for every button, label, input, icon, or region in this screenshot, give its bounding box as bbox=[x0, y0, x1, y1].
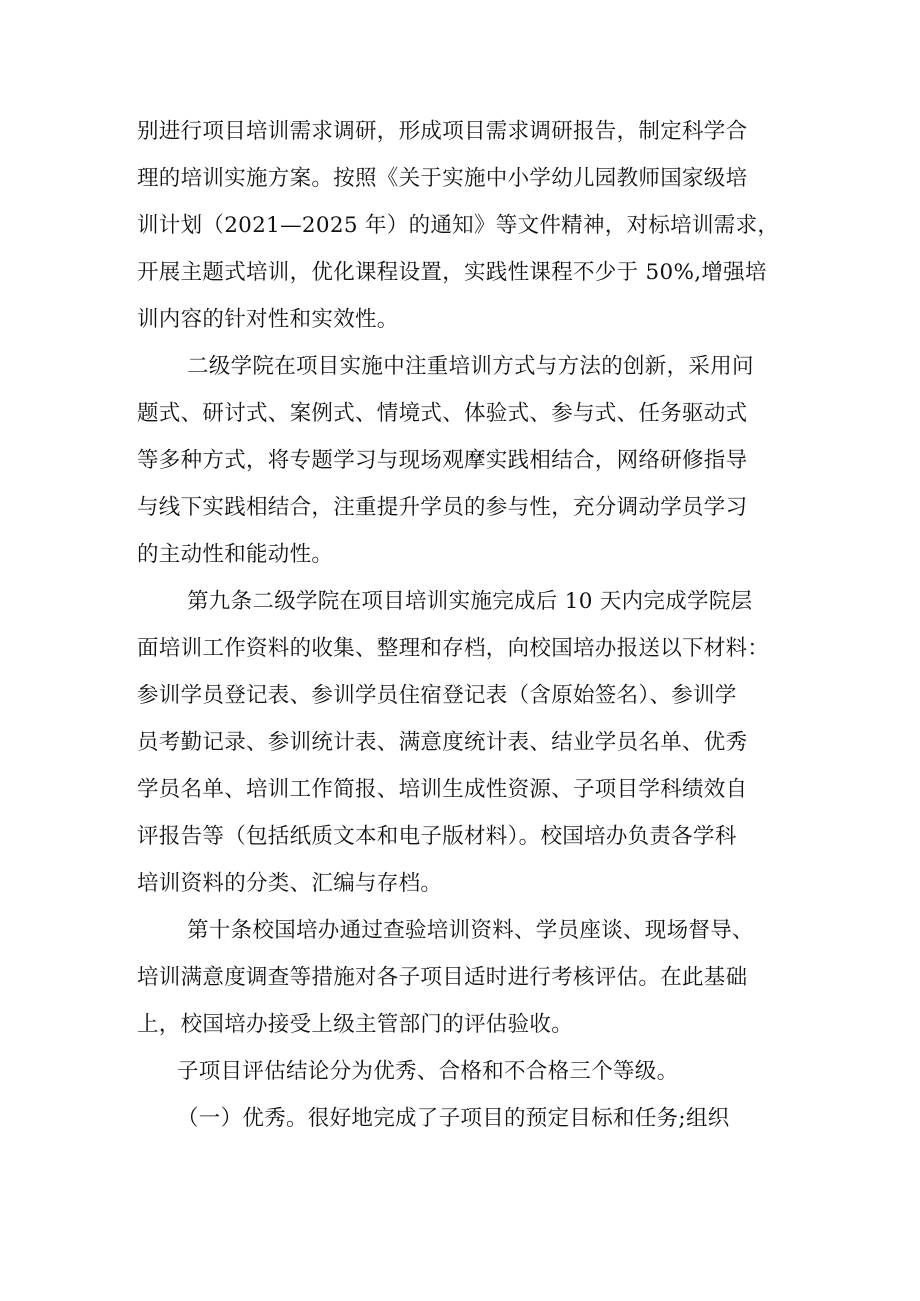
paragraph-line: 员考勤记录、参训统计表、满意度统计表、结业学员名单、优秀 bbox=[137, 730, 748, 755]
paragraph-line: 题式、研讨式、案例式、情境式、体验式、参与式、任务驱动式 bbox=[137, 401, 748, 426]
paragraph-line: 开展主题式培训，优化课程设置，实践性课程不少于 50%,增强培 bbox=[137, 260, 767, 285]
paragraph-line: 评报告等（包括纸质文本和电子版材料）。校国培办负责各学科 bbox=[137, 824, 737, 849]
paragraph-line: 等多种方式，将专题学习与现场观摩实践相结合，网络研修指导 bbox=[137, 448, 748, 473]
paragraph-line: 理的培训实施方案。按照《关于实施中小学幼儿园教师国家级培 bbox=[137, 166, 748, 191]
article-9-line: 第九条二级学院在项目培训实施完成后 10 天内完成学院层 bbox=[187, 589, 753, 614]
paragraph-line: 二级学院在项目实施中注重培训方式与方法的创新，采用问 bbox=[187, 354, 754, 379]
paragraph-line: 面培训工作资料的收集、整理和存档，向校国培办报送以下材料： bbox=[137, 636, 770, 661]
paragraph-line: 训内容的针对性和实效性。 bbox=[137, 307, 399, 332]
paragraph-line: 培训满意度调查等措施对各子项目适时进行考核评估。在此基础 bbox=[137, 965, 748, 990]
paragraph-line: 子项目评估结论分为优秀、合格和不合格三个等级。 bbox=[177, 1059, 679, 1084]
paragraph-line: 学员名单、培训工作简报、培训生成性资源、子项目学科绩效自 bbox=[137, 777, 748, 802]
paragraph-line: 参训学员登记表、参训学员住宿登记表（含原始签名）、参训学 bbox=[137, 683, 737, 708]
paragraph-line: 培训资料的分类、汇编与存档。 bbox=[137, 871, 443, 896]
paragraph-line: 与线下实践相结合，注重提升学员的参与性，充分调动学员学习 bbox=[137, 495, 748, 520]
paragraph-line: 的主动性和能动性。 bbox=[137, 542, 334, 567]
list-item-excellent-line: （一）优秀。很好地完成了子项目的预定目标和任务;组织 bbox=[177, 1106, 730, 1131]
paragraph-line: 训计划（2021—2025 年）的通知》等文件精神，对标培训需求， bbox=[137, 213, 780, 238]
article-10-line: 第十条校国培办通过查验培训资料、学员座谈、现场督导、 bbox=[187, 918, 754, 943]
paragraph-line: 别进行项目培训需求调研，形成项目需求调研报告，制定科学合 bbox=[137, 119, 748, 144]
paragraph-line: 上，校国培办接受上级主管部门的评估验收。 bbox=[137, 1012, 574, 1037]
